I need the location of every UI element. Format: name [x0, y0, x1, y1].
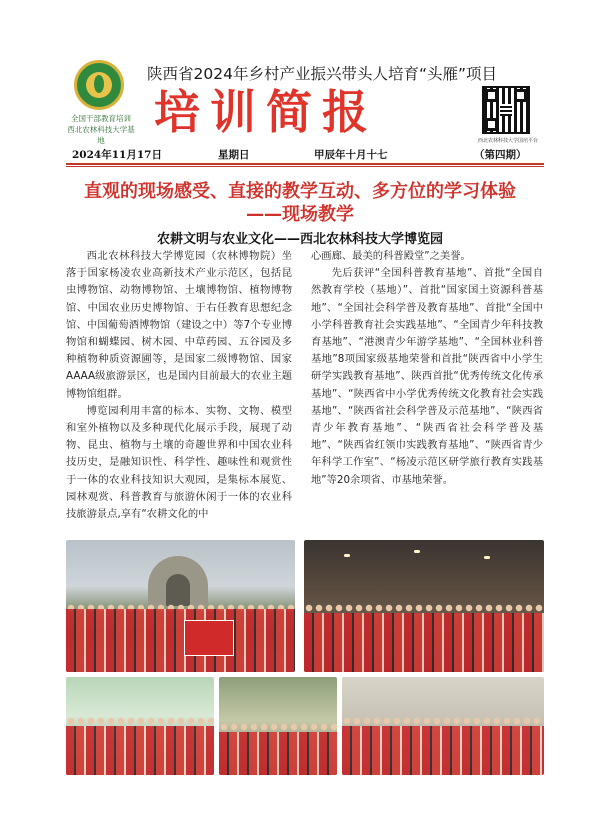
university-logo [74, 60, 124, 110]
org-line-2: 西北农林科技大学基地 [67, 125, 135, 145]
header-rule-thin [66, 166, 544, 167]
project-title: 陕西省2024年乡村产业振兴带头人培育“头雁”项目 [147, 65, 498, 83]
qr-code-icon [482, 86, 530, 134]
headline-continued: ——现场教学 [246, 204, 354, 225]
qr-caption: 西北农林科技大学国培平台 [478, 138, 539, 144]
issue-date: 2024年11月17日 [72, 149, 162, 161]
lunar-date: 甲辰年十月十七 [314, 149, 388, 161]
issue-number: （第四期） [474, 149, 527, 161]
header-rule [66, 163, 544, 165]
text-column-right [311, 248, 543, 489]
org-line-1: 全国干部教育培训 [71, 114, 131, 123]
paragraph: 先后获评“全国科普教育基地”、首批“全国自然教育学校（基地）”、首批“国家国土资源科普基地”、“全国社会科学普及教育基地”、首批“全国中小学科普教育社会实践基地”、“全国青少年科技教育基地”、“港澳青少年游学基地”、“全国林业科普基地”8项国家级基地荣誉和首批“陕西省中小学生研学实践教育基地”、陕西首批“优秀传统文化传承基地”、“陕西省中小学优秀传统文化教育社会实践基地”、“陕西省社会科学普及示范基地”、“陕西省青少年教育基地”、“陕西省社会科学普及基地”、“陕西省红领巾实践教育基地”、“陕西省青少年科学工作室”、“杨凌示范区研学旅行教育实践基地”等20余项省、市基地荣誉。 [311, 267, 543, 486]
date-line [70, 147, 542, 163]
stone-arch [148, 556, 208, 606]
masthead-title: 培训简报 [154, 85, 378, 139]
article-subtitle: 农耕文明与农业文化——西北农林科技大学博览园 [156, 232, 443, 247]
organization-label [66, 113, 136, 146]
group-banner [184, 620, 234, 656]
group-photo-museum-hall [304, 540, 544, 672]
paragraph: 西北农林科技大学博览园（农林博物院）坐落于国家杨凌农业高新技术产业示范区，包括昆虫博物馆、动物博物馆、土壤博物馆、植物博物馆、中国农业历史博物馆、于右任教育思想纪念馆、中国葡萄酒博物馆（建设之中）等7个专业博物馆和蝴蝶园、树木园、中草药园、五谷园及多种植物种质资源圃等，是国家二级博物馆、国家AAAA级旅游景区，也是国内目前最大的农业主题博物馆组群。 [66, 250, 292, 400]
headline: 直观的现场感受、直接的教学互动、多方位的学习体验 [84, 181, 516, 202]
leaf-icon [94, 75, 104, 93]
text-column-left [66, 248, 292, 523]
photo-exhibit-visit-2 [219, 677, 337, 775]
photo-exhibit-visit-3 [342, 677, 544, 775]
paragraph: 博览园利用丰富的标本、实物、文物、模型和室外植物以及多种现代化展示手段，展现了动物、昆虫、植物与土壤的奇趣世界和中国农业科技历史，是融知识性、科学性、趣味性和观赏性于一体的农业科技知识大观园，是集标本展览、园林观赏、科普教育与旅游休闲于一体的农业科技旅游景点,享有“农耕文化的中 [66, 404, 292, 521]
paragraph-continuation: 心画廊、最美的科普殿堂”之美誉。 [311, 250, 471, 262]
group-photo-outdoor [66, 540, 295, 672]
photo-exhibit-visit-1 [66, 677, 214, 775]
weekday: 星期日 [218, 149, 250, 161]
